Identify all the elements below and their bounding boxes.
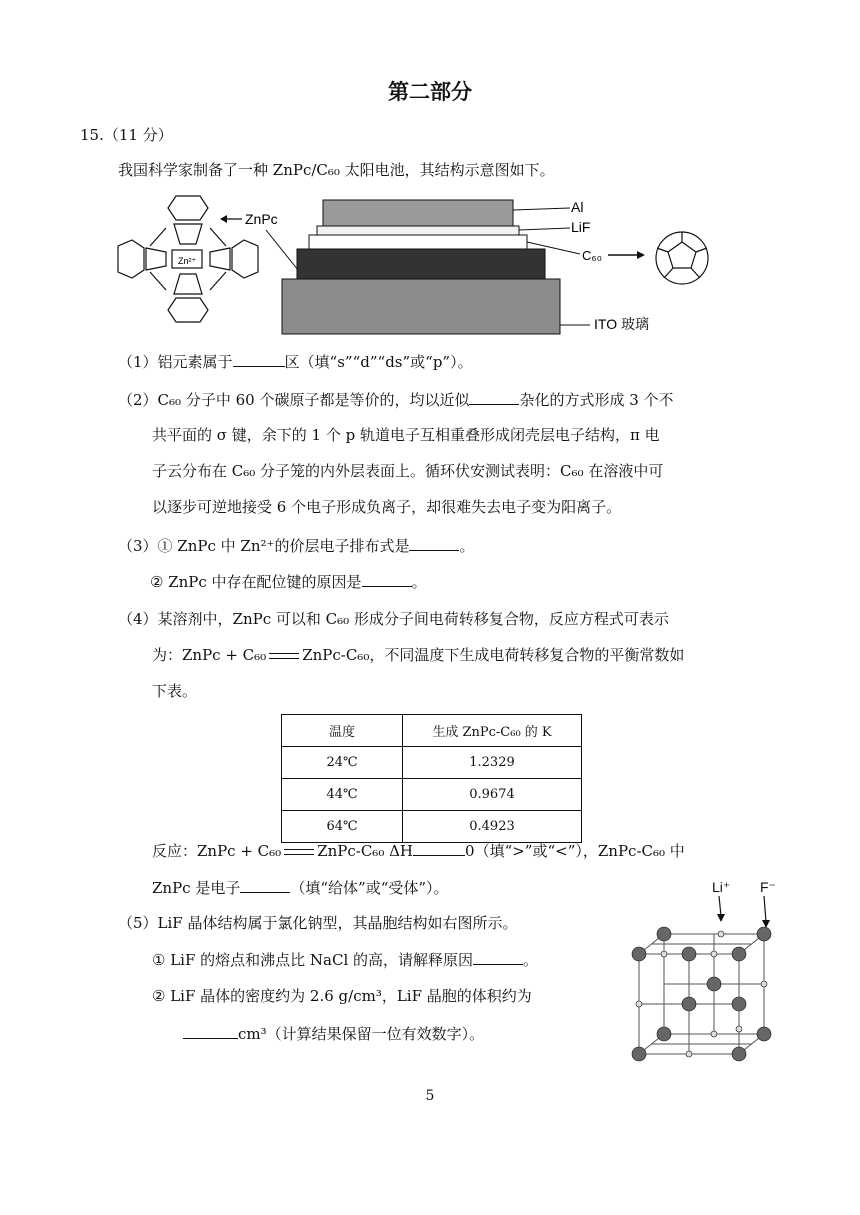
table-header: 生成 ZnPc-C₆₀ 的 K xyxy=(403,715,582,747)
table-header-row xyxy=(282,715,582,747)
part2-line3: 子云分布在 C₆₀ 分子笼的内外层表面上。循环伏安测试表明：C₆₀ 在溶液中可 xyxy=(152,462,664,480)
lif-label: LiF xyxy=(571,219,591,235)
c60-layer xyxy=(309,235,527,249)
question-intro: 我国科学家制备了一种 ZnPc/C₆₀ 太阳电池，其结构示意图如下。 xyxy=(118,161,555,179)
part3-line1 xyxy=(118,534,474,557)
table-cell: 0.4923 xyxy=(403,811,582,843)
part1-text-a: （1）铝元素属于 xyxy=(118,353,233,371)
equilibrium-arrow-icon xyxy=(284,847,314,857)
part5-text-c: cm³（计算结果保留一位有效数字）。 xyxy=(238,1025,485,1043)
answer-blank[interactable] xyxy=(409,534,459,551)
part3-text-a: （3）① ZnPc 中 Zn²⁺的价层电子排布式是 xyxy=(118,537,410,555)
part2-line2: 共平面的 σ 键，余下的 1 个 p 轨道电子互相重叠形成闭壳层电子结构，π 电 xyxy=(152,426,660,444)
part5-line2 xyxy=(152,948,538,971)
lif-layer xyxy=(317,226,519,235)
part4-text-b: ZnPc-C₆₀，不同温度下生成电荷转移复合物的平衡常数如 xyxy=(302,646,685,664)
c60-molecule-icon xyxy=(656,232,708,284)
table-row xyxy=(282,811,582,843)
part2-text-a: （2）C₆₀ 分子中 60 个碳原子都是等价的，均以近似 xyxy=(118,391,470,409)
answer-blank[interactable] xyxy=(362,570,412,587)
part2-line1 xyxy=(118,388,674,411)
part4-reaction-line xyxy=(152,839,685,862)
c60-arrow-icon xyxy=(637,251,645,259)
table-row xyxy=(282,747,582,779)
answer-blank[interactable] xyxy=(183,1022,238,1039)
table-cell: 64℃ xyxy=(282,811,403,843)
znpc-label: ZnPc xyxy=(245,211,278,227)
part3-text-c: ② ZnPc 中存在配位键的原因是 xyxy=(150,573,362,591)
part4-text-a: 为：ZnPc + C₆₀ xyxy=(152,646,267,664)
part5-line4 xyxy=(183,1022,484,1045)
table-cell: 0.9674 xyxy=(403,779,582,811)
li-ion-label: Li⁺ xyxy=(712,879,731,895)
table-header: 温度 xyxy=(282,715,403,747)
al-layer xyxy=(323,200,513,226)
part4-text-e: 0（填“>”或“<”），ZnPc-C₆₀ 中 xyxy=(465,842,685,860)
solar-cell-figure xyxy=(110,188,710,338)
part5-line1: （5）LiF 晶体结构属于氯化钠型，其晶胞结构如右图所示。 xyxy=(118,914,518,932)
part4-text-f: ZnPc 是电子 xyxy=(152,879,241,897)
table-row xyxy=(282,779,582,811)
part4-line3: 下表。 xyxy=(152,682,198,700)
part3-text-b: 。 xyxy=(459,537,475,555)
part4-donor-line xyxy=(152,876,449,899)
page-number: 5 xyxy=(425,1088,435,1104)
part2-text-b: 杂化的方式形成 3 个不 xyxy=(519,391,674,409)
part4-text-c: 反应：ZnPc + C₆₀ xyxy=(152,842,282,860)
c60-label: C₆₀ xyxy=(582,248,603,263)
answer-blank[interactable] xyxy=(240,876,290,893)
table-cell: 1.2329 xyxy=(403,747,582,779)
al-label: Al xyxy=(571,199,584,215)
part5-text-b: 。 xyxy=(523,951,539,969)
answer-blank[interactable] xyxy=(469,388,519,405)
answer-blank[interactable] xyxy=(233,350,285,367)
equilibrium-constant-table xyxy=(281,714,582,843)
ito-label: ITO 玻璃 xyxy=(594,316,649,332)
section-title: 第二部分 xyxy=(388,80,472,104)
part3-text-d: 。 xyxy=(411,573,427,591)
equilibrium-arrow-icon xyxy=(269,651,299,661)
f-ion-label: F⁻ xyxy=(760,879,776,895)
zn-ion-label: Zn²⁺ xyxy=(178,256,197,266)
part4-text-d: ZnPc-C₆₀ ΔH xyxy=(317,842,414,860)
lif-crystal-cell-diagram xyxy=(624,894,784,1064)
part2-line4: 以逐步可逆地接受 6 个电子形成负离子，却很难失去电子变为阳离子。 xyxy=(152,498,622,516)
part4-line1: （4）某溶剂中，ZnPc 可以和 C₆₀ 形成分子间电荷转移复合物，反应方程式可表示 xyxy=(118,610,669,628)
li-pointer-arrow-icon xyxy=(717,914,725,922)
part4-line2 xyxy=(152,644,684,666)
answer-blank[interactable] xyxy=(473,948,523,965)
table-cell: 44℃ xyxy=(282,779,403,811)
answer-blank[interactable] xyxy=(413,839,465,856)
part3-line2 xyxy=(150,570,427,593)
table-cell: 24℃ xyxy=(282,747,403,779)
question-number: 15.（11 分） xyxy=(80,126,173,144)
ito-glass-layer xyxy=(282,279,560,334)
part1-line xyxy=(118,350,473,373)
part1-text-b: 区（填“s”“d”“ds”或“p”）。 xyxy=(284,353,473,371)
part5-line3: ② LiF 晶体的密度约为 2.6 g/cm³，LiF 晶胞的体积约为 xyxy=(152,987,532,1005)
znpc-layer xyxy=(297,249,545,279)
part5-text-a: ① LiF 的熔点和沸点比 NaCl 的高，请解释原因 xyxy=(152,951,474,969)
part4-text-g: （填“给体”或“受体”）。 xyxy=(290,879,449,897)
